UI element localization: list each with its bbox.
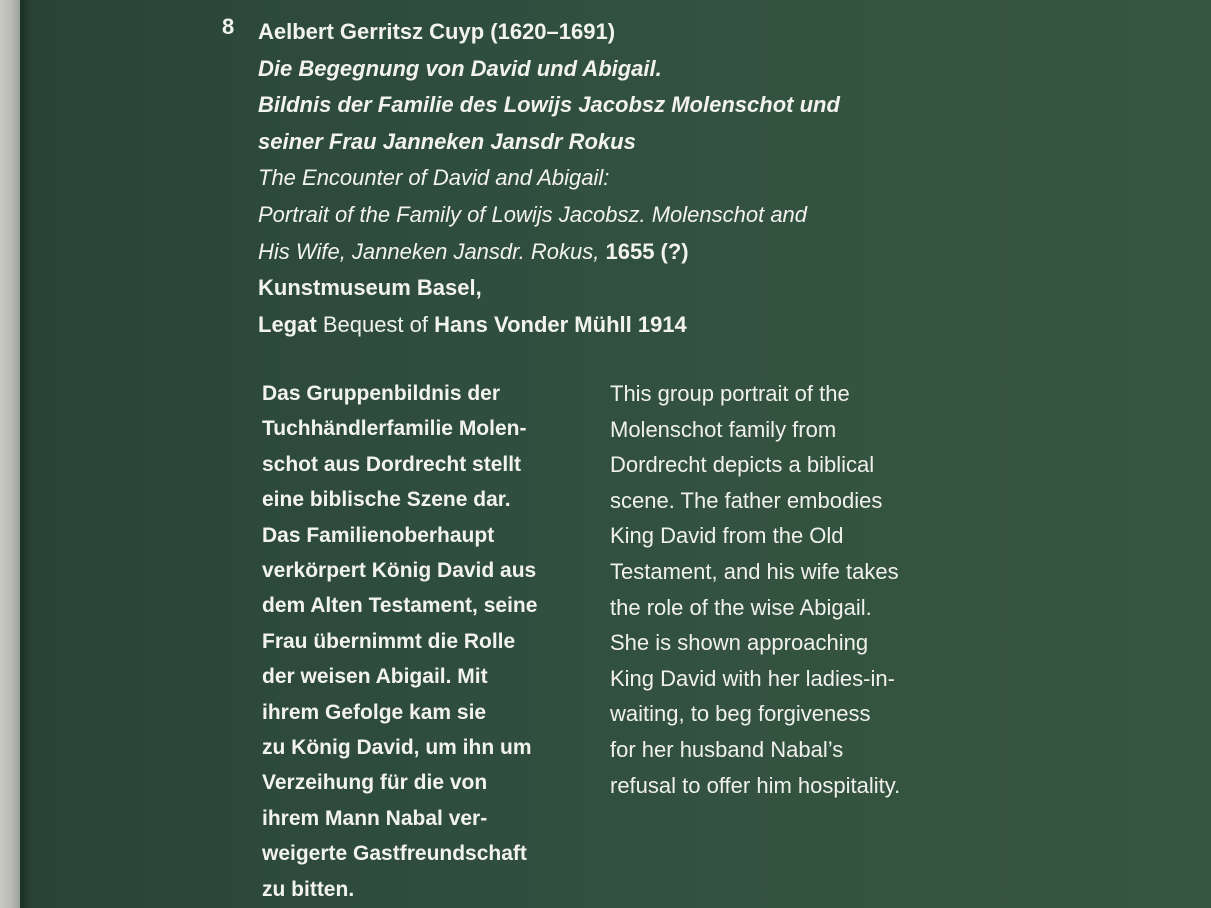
- en-line: the role of the wise Abigail.: [610, 594, 872, 620]
- description-german: [262, 376, 537, 907]
- en-line: refusal to offer him hospitality.: [610, 772, 901, 798]
- title-de-line-2: Bildnis der Familie des Lowijs Jacobsz Molenschot und: [258, 92, 840, 118]
- de-line: weigerte Gastfreundschaft: [262, 842, 527, 866]
- de-line: Das Familienoberhaupt: [262, 523, 495, 547]
- wall-edge: [0, 0, 20, 908]
- title-de-line-3: seiner Frau Janneken Jansdr Rokus: [258, 128, 636, 154]
- de-line: verkörpert König David aus: [262, 559, 537, 583]
- de-line: ihrem Mann Nabal ver-: [262, 806, 488, 830]
- label-header: [258, 14, 840, 343]
- en-line: This group portrait of the: [610, 381, 850, 406]
- en-line: She is shown approaching: [610, 630, 869, 656]
- title-en-line-3: [258, 234, 840, 271]
- en-line: Dordrecht depicts a biblical: [610, 452, 875, 478]
- en-line: King David with her ladies-in-: [610, 665, 895, 691]
- de-line: zu bitten.: [262, 877, 355, 901]
- title-en-line-3-text: His Wife, Janneken Jansdr. Rokus,: [258, 238, 600, 264]
- de-line: dem Alten Testament, seine: [262, 594, 538, 618]
- catalogue-number: 8: [222, 14, 235, 39]
- provenance-legat: Legat: [258, 311, 317, 337]
- en-line: Testament, and his wife takes: [610, 558, 899, 584]
- de-line: eine biblische Szene dar.: [262, 488, 511, 512]
- description-english: [610, 376, 900, 803]
- de-line: der weisen Abigail. Mit: [262, 665, 488, 689]
- en-line: Molenschot family from: [610, 416, 837, 442]
- en-line: scene. The father embodies: [610, 487, 883, 513]
- title-en-line-2: Portrait of the Family of Lowijs Jacobsz. Molenschot and: [258, 201, 808, 227]
- provenance-bequest: Bequest of: [322, 311, 428, 337]
- museum-name: Kunstmuseum Basel,: [258, 275, 482, 301]
- de-line: Verzeihung für die von: [262, 771, 488, 795]
- en-line: waiting, to beg forgiveness: [610, 701, 871, 727]
- de-line: schot aus Dordrecht stellt: [262, 452, 522, 476]
- title-en-line-1: The Encounter of David and Abigail:: [258, 165, 610, 191]
- de-line: Das Gruppenbildnis der: [262, 382, 501, 405]
- title-de-line-1: Die Begegnung von David und Abigail.: [258, 55, 662, 81]
- en-line: King David from the Old: [610, 523, 844, 549]
- artwork-date: 1655 (?): [605, 238, 689, 264]
- provenance-donor: Hans Vonder Mühll 1914: [434, 311, 687, 337]
- de-line: Frau übernimmt die Rolle: [262, 629, 516, 653]
- de-line: ihrem Gefolge kam sie: [262, 700, 487, 724]
- de-line: Tuchhändlerfamilie Molen-: [262, 417, 527, 441]
- artist-name: Aelbert Gerritsz Cuyp (1620–1691): [258, 19, 616, 44]
- de-line: zu König David, um ihn um: [262, 736, 532, 760]
- en-line: for her husband Nabal’s: [610, 736, 844, 762]
- provenance-line: [258, 307, 840, 344]
- panel-shadow: [20, 0, 34, 908]
